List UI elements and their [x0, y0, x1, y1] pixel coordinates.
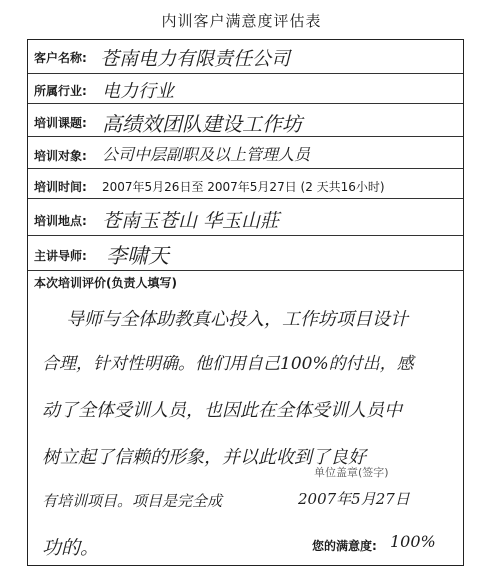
evaluation-form — [27, 39, 464, 566]
page-title: 内训客户满意度评估表 — [161, 12, 322, 30]
instructor-row — [28, 236, 463, 271]
industry-row — [28, 74, 463, 104]
topic-value: 高绩效团队建设工作坊 — [102, 112, 302, 136]
evaluation-line-4: 树立起了信赖的形象，并以此收到了良好 — [42, 447, 366, 468]
instructor-value: 李啸天 — [106, 244, 169, 268]
time-value: 2007年5月26日至 2007年5月27日 (2 天共16小时) — [102, 180, 385, 194]
instructor-label: 主讲导师: — [34, 249, 87, 263]
evaluation-line-2: 合理，针对性明确。他们用自己100%的付出，感 — [42, 354, 414, 374]
client-value: 苍南电力有限责任公司 — [100, 48, 291, 70]
satisfaction-label: 您的满意度: — [312, 539, 377, 553]
location-label: 培训地点: — [34, 214, 87, 228]
location-row — [28, 199, 463, 236]
evaluation-line-3: 动了全体受训人员，也因此在全体受训人员中 — [42, 400, 402, 421]
industry-label: 所属行业: — [34, 84, 87, 98]
audience-row — [28, 137, 463, 169]
topic-label: 培训课题: — [34, 116, 87, 130]
satisfaction-value: 100% — [390, 532, 436, 551]
evaluation-section — [28, 271, 463, 564]
evaluation-line-5: 有培训项目。项目是完全成 — [42, 492, 223, 510]
industry-value: 电力行业 — [102, 81, 174, 102]
location-value: 苍南玉苍山 华玉山莊 — [102, 210, 280, 232]
stamp-label: 单位盖章(签字) — [314, 466, 389, 479]
client-row — [28, 40, 463, 74]
topic-row — [28, 104, 463, 137]
evaluation-heading: 本次培训评价(负责人填写) — [34, 276, 177, 290]
time-label: 培训时间: — [34, 180, 87, 194]
evaluation-line-1: 导师与全体助教真心投入，工作坊项目设计 — [66, 309, 408, 330]
audience-value: 公司中层副职及以上管理人员 — [102, 145, 311, 164]
evaluation-line-6: 功的。 — [42, 537, 100, 559]
time-row — [28, 169, 463, 199]
audience-label: 培训对象: — [34, 149, 87, 163]
client-label: 客户名称: — [34, 51, 87, 65]
signature-date: 2007年5月27日 — [298, 490, 410, 508]
